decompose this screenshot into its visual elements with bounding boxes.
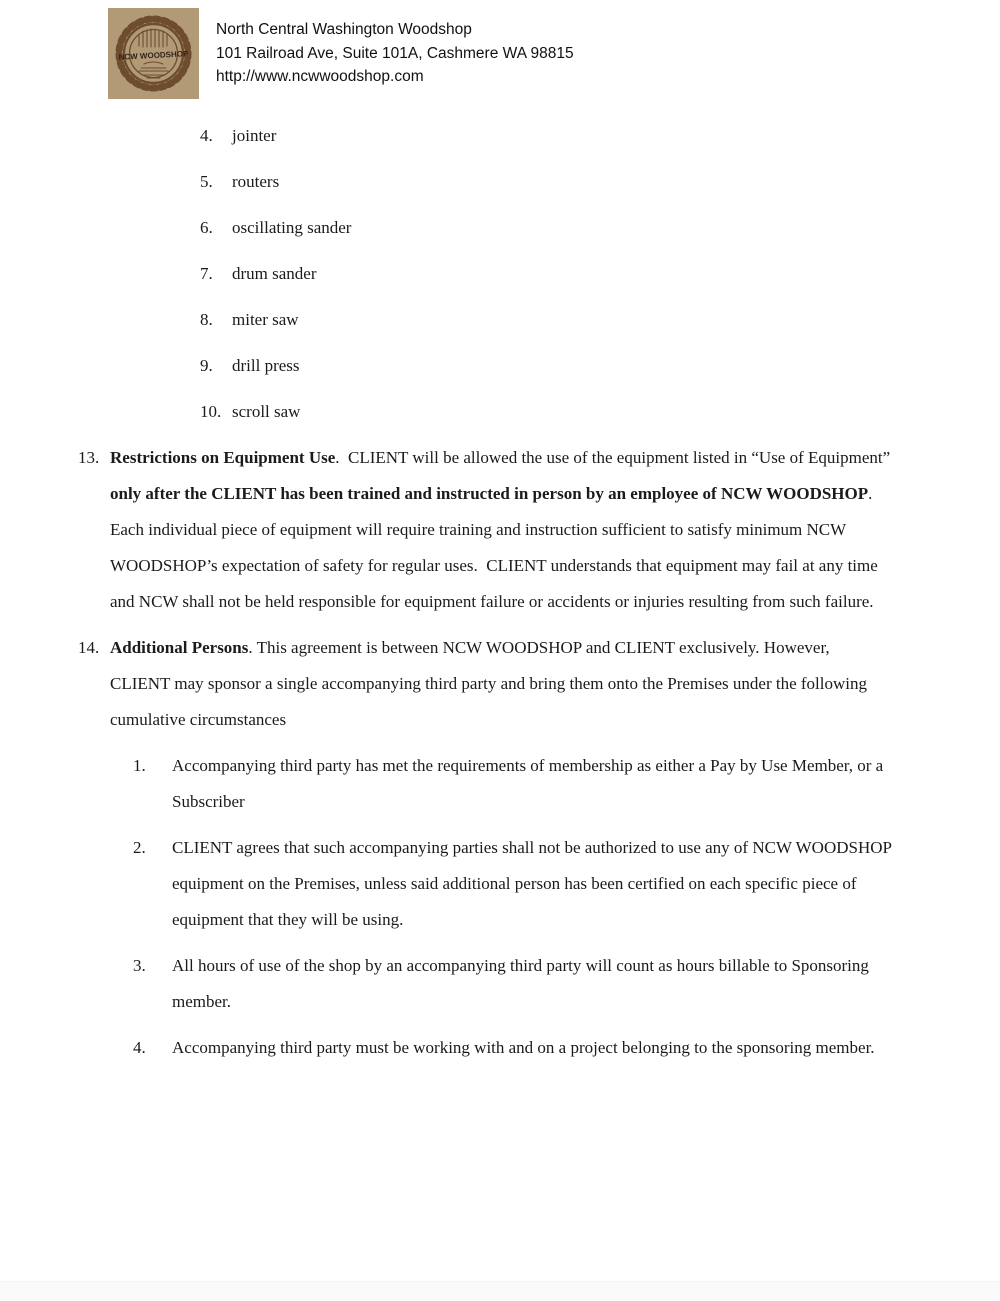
list-item bbox=[133, 948, 894, 1020]
list-item bbox=[200, 394, 1000, 430]
org-name: North Central Washington Woodshop bbox=[216, 21, 472, 38]
section-number: 13. bbox=[78, 448, 100, 467]
list-item-text: CLIENT agrees that such accompanying parties shall not be authorized to use any of NCW WOODSHOP equipment on the Premises, unless said additional person has been certified on each specific piece of equipment that they will be using. bbox=[172, 838, 896, 929]
sub-list bbox=[133, 748, 894, 1066]
list-item-number: 8. bbox=[200, 310, 213, 329]
saw-blade-logo-icon bbox=[108, 8, 199, 99]
list-item bbox=[200, 256, 1000, 292]
list-item bbox=[133, 830, 894, 938]
logo-text: NCW WOODSHOP bbox=[118, 49, 189, 62]
list-item bbox=[200, 302, 1000, 338]
list-item-number: 1. bbox=[133, 756, 146, 775]
list-item bbox=[200, 164, 1000, 200]
list-item-number: 2. bbox=[133, 838, 146, 857]
list-item-number: 3. bbox=[133, 956, 146, 975]
paragraph: Restrictions on Equipment Use. CLIENT will be allowed the use of the equipment listed in “Use of Equipment” only after the CLIENT has been trained and instructed in person by an employee of NCW WOODSHOP. Each individual piece of equipment will require training and instruction sufficient to satisfy minimum NCW WOODSHOP’s expectation of safety for regular uses. CLIENT understands that equipment may fail at any time and NCW shall not be held responsible for equipment failure or accidents or injuries resulting from such failure. bbox=[110, 448, 895, 611]
list-item bbox=[133, 748, 894, 820]
section-restrictions-on-equipment-use bbox=[78, 440, 1000, 630]
list-item-text: Accompanying third party must be working with and on a project belonging to the sponsoring member. bbox=[172, 1038, 875, 1057]
list-item-number: 9. bbox=[200, 356, 213, 375]
org-address: 101 Railroad Ave, Suite 101A, Cashmere WA 98815 bbox=[216, 44, 574, 62]
list-item-text: Accompanying third party has met the requirements of membership as either a Pay by Use Member, or a Subscriber bbox=[172, 756, 888, 811]
equipment-list bbox=[200, 118, 1000, 430]
list-item-number: 5. bbox=[200, 172, 213, 191]
list-item-text: miter saw bbox=[232, 310, 299, 329]
letterhead bbox=[0, 0, 1000, 99]
section-body bbox=[110, 630, 894, 1076]
list-item-text: scroll saw bbox=[232, 402, 301, 421]
section-body bbox=[110, 440, 894, 630]
list-item bbox=[133, 1030, 894, 1066]
section-number: 14. bbox=[78, 638, 100, 657]
list-item-number: 4. bbox=[133, 1038, 146, 1057]
ncw-woodshop-logo bbox=[108, 8, 199, 99]
list-item-text: All hours of use of the shop by an accompanying third party will count as hours billable to Sponsoring member. bbox=[172, 956, 874, 1011]
list-item-text: drum sander bbox=[232, 264, 317, 283]
section-additional-persons bbox=[78, 630, 1000, 1076]
paragraph: Additional Persons. This agreement is between NCW WOODSHOP and CLIENT exclusively. However, CLIENT may sponsor a single accompanying third party and bring them onto the Premises under the following cumulative circumstances bbox=[110, 638, 872, 729]
list-item bbox=[200, 348, 1000, 384]
org-info bbox=[216, 18, 574, 89]
list-item bbox=[200, 118, 1000, 154]
org-url: http://www.ncwwoodshop.com bbox=[216, 68, 424, 85]
list-item-number: 6. bbox=[200, 218, 213, 237]
list-item-text: oscillating sander bbox=[232, 218, 352, 237]
page-bottom-gap bbox=[0, 1281, 1000, 1301]
list-item-number: 7. bbox=[200, 264, 213, 283]
list-item-number: 4. bbox=[200, 126, 213, 145]
list-item-text: routers bbox=[232, 172, 280, 191]
list-item-number: 10. bbox=[200, 402, 222, 421]
list-item-text: jointer bbox=[232, 126, 277, 145]
list-item bbox=[200, 210, 1000, 246]
list-item-text: drill press bbox=[232, 356, 300, 375]
